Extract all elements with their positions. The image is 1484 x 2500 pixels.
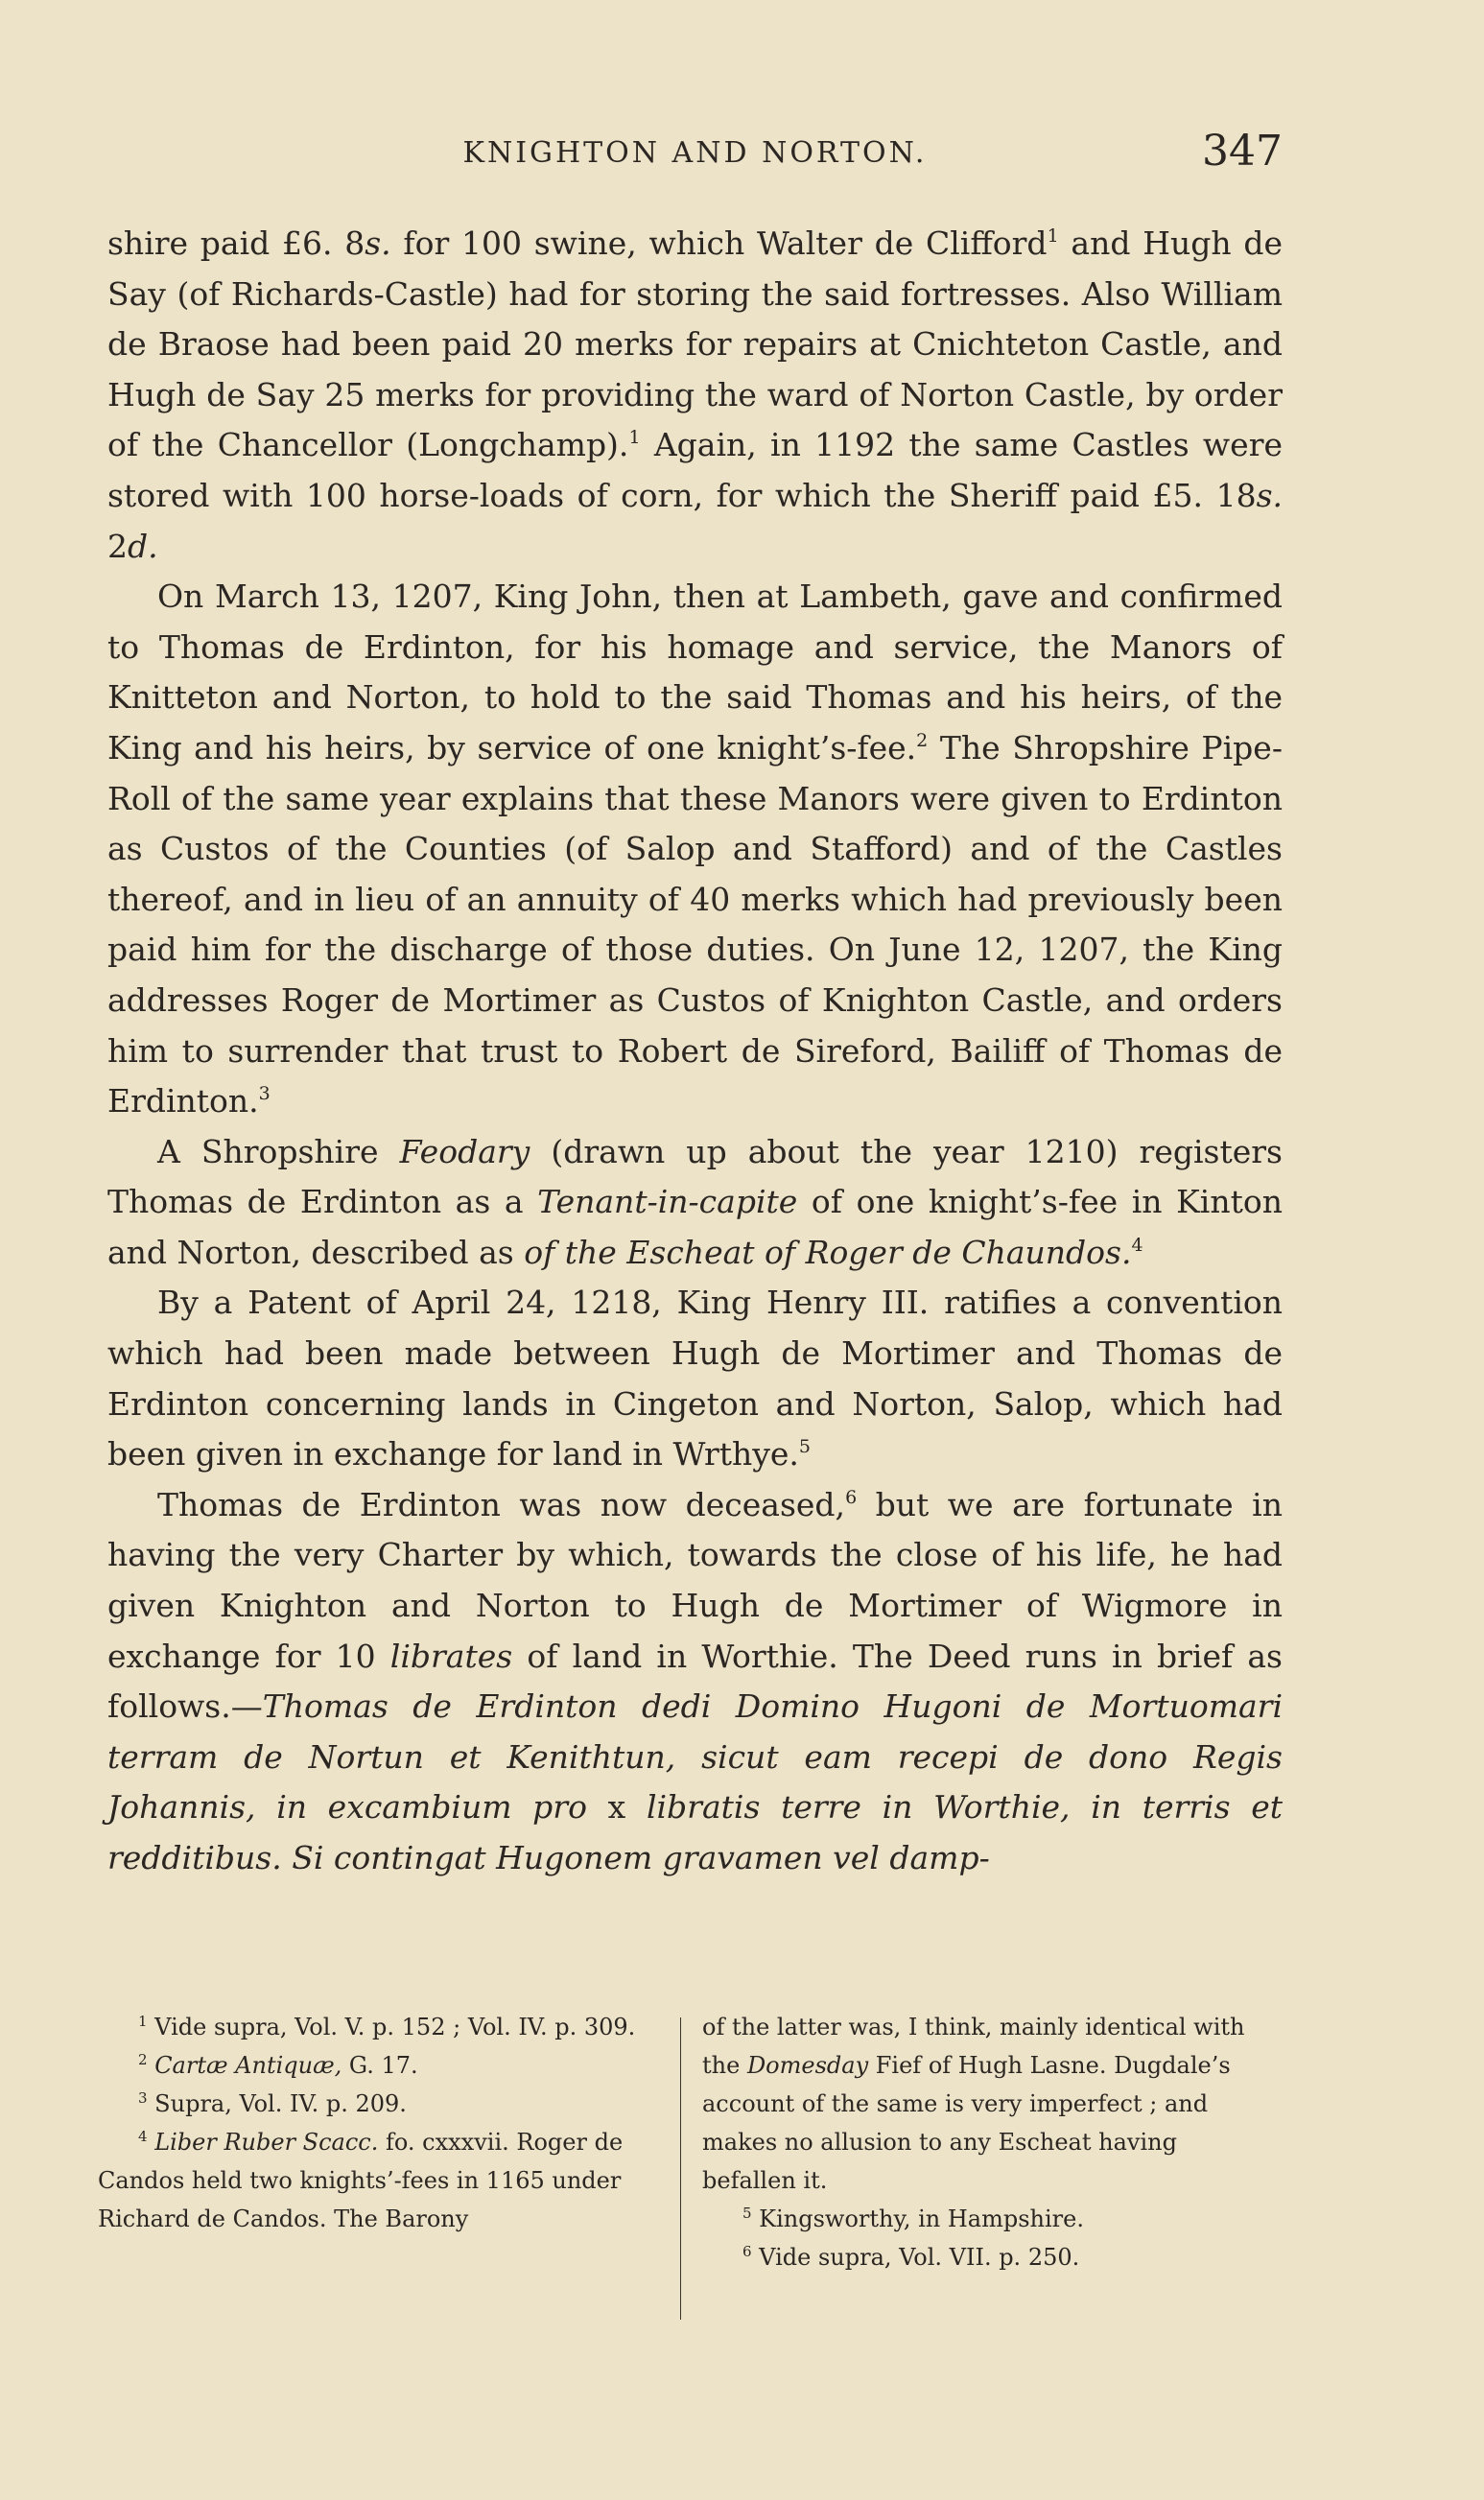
footnote-ref: 1	[1047, 225, 1059, 247]
footnote-ref: 1	[138, 2013, 148, 2030]
text-run: of the latter was, I think, mainly identical with the	[702, 2014, 1245, 2079]
text-run: Supra, Vol. IV. p. 209.	[147, 2090, 407, 2117]
footnote-ref: 5	[742, 2205, 752, 2222]
paragraph	[107, 1278, 1283, 1479]
italic-text: Cartæ Antiquæ,	[154, 2052, 342, 2079]
footnote-ref: 3	[138, 2089, 148, 2107]
text-run: A Shropshire	[157, 1132, 400, 1170]
italic-text: librates	[389, 1637, 513, 1675]
italic-text: Feodary	[399, 1132, 530, 1170]
text-run: Vide supra, Vol. V. p. 152 ; Vol. IV. p. 309.	[147, 2014, 636, 2040]
text-run: Fief of Hugh Lasne. Dugdale’s account of the same is very imperfect ; and makes no allusion to any Escheat having befallen it.	[702, 2052, 1231, 2194]
body-text	[107, 219, 1283, 1884]
running-title: KNIGHTON AND NORTON.	[462, 136, 928, 170]
footnote	[702, 2008, 1268, 2200]
footnotes-right-column	[702, 2008, 1268, 2276]
italic-text: Domesday	[746, 2052, 869, 2079]
footnote-ref: 5	[798, 1436, 811, 1458]
text-run: x	[607, 1788, 626, 1827]
text-run: By a Patent of April 24, 1218, King Henry III. ratifies a convention which had been made between Hugh de Mortimer and Thomas de Erdinton concerning lands in Cingeton and Norton, Salop, which had been given in exchange for land in Wrthye.	[107, 1284, 1283, 1474]
footnote-ref: 3	[258, 1083, 271, 1105]
footnote	[702, 2238, 1268, 2276]
page-header	[107, 127, 1283, 180]
footnote	[98, 2123, 659, 2238]
footnote-ref: 6	[845, 1486, 858, 1508]
text-run: The Shropshire Pipe-Roll of the same year explains that these Manors were given to Erdinton as Custos of the Counties (of Salop and Stafford) and of the Castles thereof, and in lieu of an annuity of 40 merks which had previously been paid him for the discharge of those duties. On June 12, 1207, the King addresses Roger de Mortimer as Custos of Knighton Castle, and orders him to surrender that trust to Robert de Sireford, Bailiff of Thomas de Erdinton.	[107, 728, 1283, 1120]
footnote	[98, 2046, 659, 2085]
text-run: of one knight’s-fee in Kinton and Norton, described as	[107, 1183, 1283, 1271]
italic-text: Thomas de Erdinton dedi Domino Hugoni de Mortuomari terram de Nortun et Kenithtun, sicut eam recepi de dono Regis Johannis, in excambium pro	[107, 1687, 1283, 1827]
text-run: Vide supra, Vol. VII. p. 250.	[751, 2244, 1080, 2271]
text-run: for 100 swine, which Walter de Clifford	[390, 224, 1048, 262]
text-run: G. 17.	[342, 2052, 418, 2079]
footnote	[98, 2008, 659, 2046]
footnote-ref: 6	[742, 2243, 752, 2260]
text-run: Kingsworthy, in Hampshire.	[751, 2205, 1084, 2232]
footnote-ref: 4	[138, 2128, 148, 2145]
text-run: Again, in 1192 the same Castles were stored with 100 horse-loads of corn, for which the Sheriff paid £5. 18	[107, 426, 1284, 514]
text-run: 2	[107, 527, 128, 565]
text-run: and Hugh de Say (of Richards-Castle) had for storing the said fortresses. Also William de Braose had been paid 20 merks for repairs at Cnichteton Castle, and Hugh de Say 25 merks for providing the ward of Norton Castle, by order of the Chancellor (Longchamp).	[107, 224, 1283, 464]
text-run: On March 13, 1207, King John, then at Lambeth, gave and confirmed to Thomas de Erdinton, for his homage and service, the Manors of Knitteton and Norton, to hold to the said Thomas and his heirs, of the King and his heirs, by service of one knight’s-fee.	[107, 578, 1283, 767]
footnote-ref: 4	[1131, 1234, 1143, 1256]
paragraph	[107, 1480, 1283, 1884]
italic-text: of the Escheat of Roger de Chaundos.	[524, 1233, 1132, 1271]
italic-text: libratis terre in Worthie, in terris et redditibus. Si contingat Hugonem gravamen vel damp-	[107, 1788, 1284, 1876]
paragraph	[107, 219, 1283, 572]
text-run: fo. cxxxvii. Roger de Candos held two knights’-fees in 1165 under Richard de Candos. The Barony	[98, 2129, 624, 2232]
italic-text: Tenant-in-capite	[537, 1183, 798, 1221]
footnote-ref: 1	[628, 427, 641, 449]
paragraph	[107, 1127, 1283, 1279]
footnote	[702, 2200, 1268, 2238]
italic-text: s.	[1256, 476, 1283, 514]
footnote-ref: 2	[916, 729, 929, 751]
footnotes-left-column	[98, 2008, 659, 2238]
footnote-column-divider	[680, 2017, 681, 2320]
text-run: but we are fortunate in having the very Charter by which, towards the close of his life, he had given Knighton and Norton to Hugh de Mortimer of Wigmore in exchange for 10	[107, 1485, 1283, 1675]
footnote	[98, 2085, 659, 2123]
text-run: shire paid £6. 8	[107, 224, 365, 262]
footnote-ref: 2	[138, 2051, 148, 2068]
italic-text: d.	[128, 527, 158, 565]
paragraph	[107, 572, 1283, 1127]
text-run: (drawn up about the year 1210) registers Thomas de Erdinton as a	[107, 1132, 1283, 1221]
italic-text: Liber Ruber Scacc.	[154, 2129, 379, 2156]
page-number: 347	[1202, 127, 1283, 176]
italic-text: s.	[365, 224, 391, 262]
text-run: Thomas de Erdinton was now deceased,	[157, 1485, 846, 1523]
text-run: of land in Worthie. The Deed runs in brief as follows.—	[107, 1637, 1283, 1726]
